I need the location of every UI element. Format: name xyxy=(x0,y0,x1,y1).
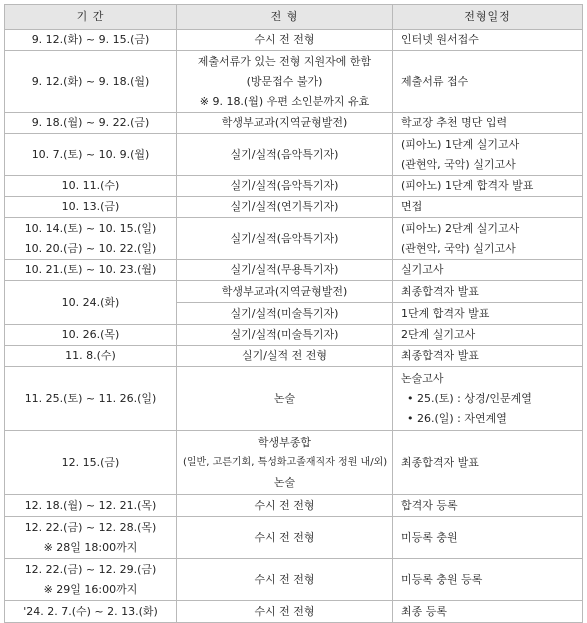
schedule-cell: 합격자 등록 xyxy=(393,495,583,517)
type-cell: 수시 전 전형 xyxy=(177,30,393,51)
schedule-cell xyxy=(393,134,583,176)
type-cell: 수시 전 전형 xyxy=(177,559,393,601)
type-line: 논술 xyxy=(273,475,296,489)
period-line: 12. 22.(금) ~ 12. 28.(목) xyxy=(24,520,157,534)
type-cell: 실기/실적(미술특기자) xyxy=(177,303,393,325)
period-cell xyxy=(5,517,177,559)
period-cell: 10. 24.(화) xyxy=(5,281,177,325)
schedule-cell: 미등록 충원 xyxy=(393,517,583,559)
type-line: (일반, 고른기회, 특성화고졸재직자 정원 내/외) xyxy=(183,456,388,468)
period-cell: 10. 26.(목) xyxy=(5,325,177,346)
period-cell: 12. 15.(금) xyxy=(5,431,177,495)
table-row xyxy=(5,325,583,346)
period-cell: 10. 11.(수) xyxy=(5,176,177,197)
header-row xyxy=(5,5,583,30)
schedule-cell: 인터넷 원서접수 xyxy=(393,30,583,51)
schedule-cell: 학교장 추천 명단 입력 xyxy=(393,113,583,134)
type-cell: 실기/실적(음악특기자) xyxy=(177,176,393,197)
schedule-line: • 26.(일) : 자연계열 xyxy=(407,411,507,425)
period-line: 10. 14.(토) ~ 10. 15.(일) xyxy=(24,221,157,235)
header-schedule: 전형일정 xyxy=(393,5,583,30)
schedule-line: 논술고사 xyxy=(401,371,444,385)
type-line: (방문접수 불가) xyxy=(246,74,323,88)
schedule-cell: 면접 xyxy=(393,197,583,218)
period-cell xyxy=(5,218,177,260)
schedule-line: (피아노) 2단계 실기고사 xyxy=(401,221,520,235)
schedule-cell xyxy=(393,218,583,260)
schedule-cell xyxy=(393,367,583,431)
type-cell xyxy=(177,431,393,495)
schedule-cell: 미등록 충원 등록 xyxy=(393,559,583,601)
header-type: 전 형 xyxy=(177,5,393,30)
type-cell xyxy=(177,51,393,113)
period-line: 12. 22.(금) ~ 12. 29.(금) xyxy=(24,562,157,576)
table-row xyxy=(5,260,583,281)
type-cell: 실기/실적(연기특기자) xyxy=(177,197,393,218)
schedule-cell: 최종 등록 xyxy=(393,601,583,623)
schedule-cell: 제출서류 접수 xyxy=(393,51,583,113)
table-row xyxy=(5,495,583,517)
schedule-line: • 25.(토) : 상경/인문계열 xyxy=(407,391,532,405)
period-cell: 10. 13.(금) xyxy=(5,197,177,218)
admission-schedule-table xyxy=(4,4,583,623)
table-row xyxy=(5,601,583,623)
schedule-cell: 실기고사 xyxy=(393,260,583,281)
table-row xyxy=(5,113,583,134)
type-cell: 수시 전 전형 xyxy=(177,517,393,559)
type-line: ※ 9. 18.(월) 우편 소인분까지 유효 xyxy=(199,94,370,108)
type-cell: 학생부교과(지역균형발전) xyxy=(177,281,393,303)
period-note: ※ 28일 18:00까지 xyxy=(43,540,138,554)
type-cell: 실기/실적(음악특기자) xyxy=(177,218,393,260)
type-cell: 학생부교과(지역균형발전) xyxy=(177,113,393,134)
type-cell: 실기/실적 전 전형 xyxy=(177,346,393,367)
table-row xyxy=(5,218,583,260)
table-row xyxy=(5,367,583,431)
period-cell: 11. 8.(수) xyxy=(5,346,177,367)
table-row xyxy=(5,517,583,559)
period-cell: 9. 12.(화) ~ 9. 18.(월) xyxy=(5,51,177,113)
table-row xyxy=(5,431,583,495)
schedule-cell: 최종합격자 발표 xyxy=(393,281,583,303)
type-line: 학생부종합 xyxy=(257,435,312,449)
period-cell: 9. 12.(화) ~ 9. 15.(금) xyxy=(5,30,177,51)
table-row xyxy=(5,197,583,218)
period-cell: 10. 21.(토) ~ 10. 23.(월) xyxy=(5,260,177,281)
period-cell: 10. 7.(토) ~ 10. 9.(월) xyxy=(5,134,177,176)
period-cell xyxy=(5,559,177,601)
period-cell: 9. 18.(월) ~ 9. 22.(금) xyxy=(5,113,177,134)
schedule-cell: 최종합격자 발표 xyxy=(393,346,583,367)
period-cell: 11. 25.(토) ~ 11. 26.(일) xyxy=(5,367,177,431)
type-cell: 실기/실적(미술특기자) xyxy=(177,325,393,346)
table-row xyxy=(5,176,583,197)
period-note: ※ 29일 16:00까지 xyxy=(43,582,138,596)
schedule-cell: 2단계 실기고사 xyxy=(393,325,583,346)
schedule-cell: 최종합격자 발표 xyxy=(393,431,583,495)
period-line: 10. 20.(금) ~ 10. 22.(일) xyxy=(24,241,157,255)
type-line: 제출서류가 있는 전형 지원자에 한함 xyxy=(197,54,372,68)
type-cell: 수시 전 전형 xyxy=(177,495,393,517)
schedule-cell: 1단계 합격자 발표 xyxy=(393,303,583,325)
type-cell: 실기/실적(음악특기자) xyxy=(177,134,393,176)
table-row xyxy=(5,134,583,176)
schedule-cell: (피아노) 1단계 합격자 발표 xyxy=(393,176,583,197)
period-cell: '24. 2. 7.(수) ~ 2. 13.(화) xyxy=(5,601,177,623)
schedule-line: (관현악, 국악) 실기고사 xyxy=(401,241,516,255)
period-cell: 12. 18.(월) ~ 12. 21.(목) xyxy=(5,495,177,517)
table-row xyxy=(5,559,583,601)
schedule-line: (관현악, 국악) 실기고사 xyxy=(401,157,516,171)
type-cell: 논술 xyxy=(177,367,393,431)
table-row xyxy=(5,281,583,303)
table-row xyxy=(5,346,583,367)
header-period: 기 간 xyxy=(5,5,177,30)
table-row xyxy=(5,51,583,113)
table-row xyxy=(5,30,583,51)
schedule-line: (피아노) 1단계 실기고사 xyxy=(401,137,520,151)
type-cell: 수시 전 전형 xyxy=(177,601,393,623)
type-cell: 실기/실적(무용특기자) xyxy=(177,260,393,281)
